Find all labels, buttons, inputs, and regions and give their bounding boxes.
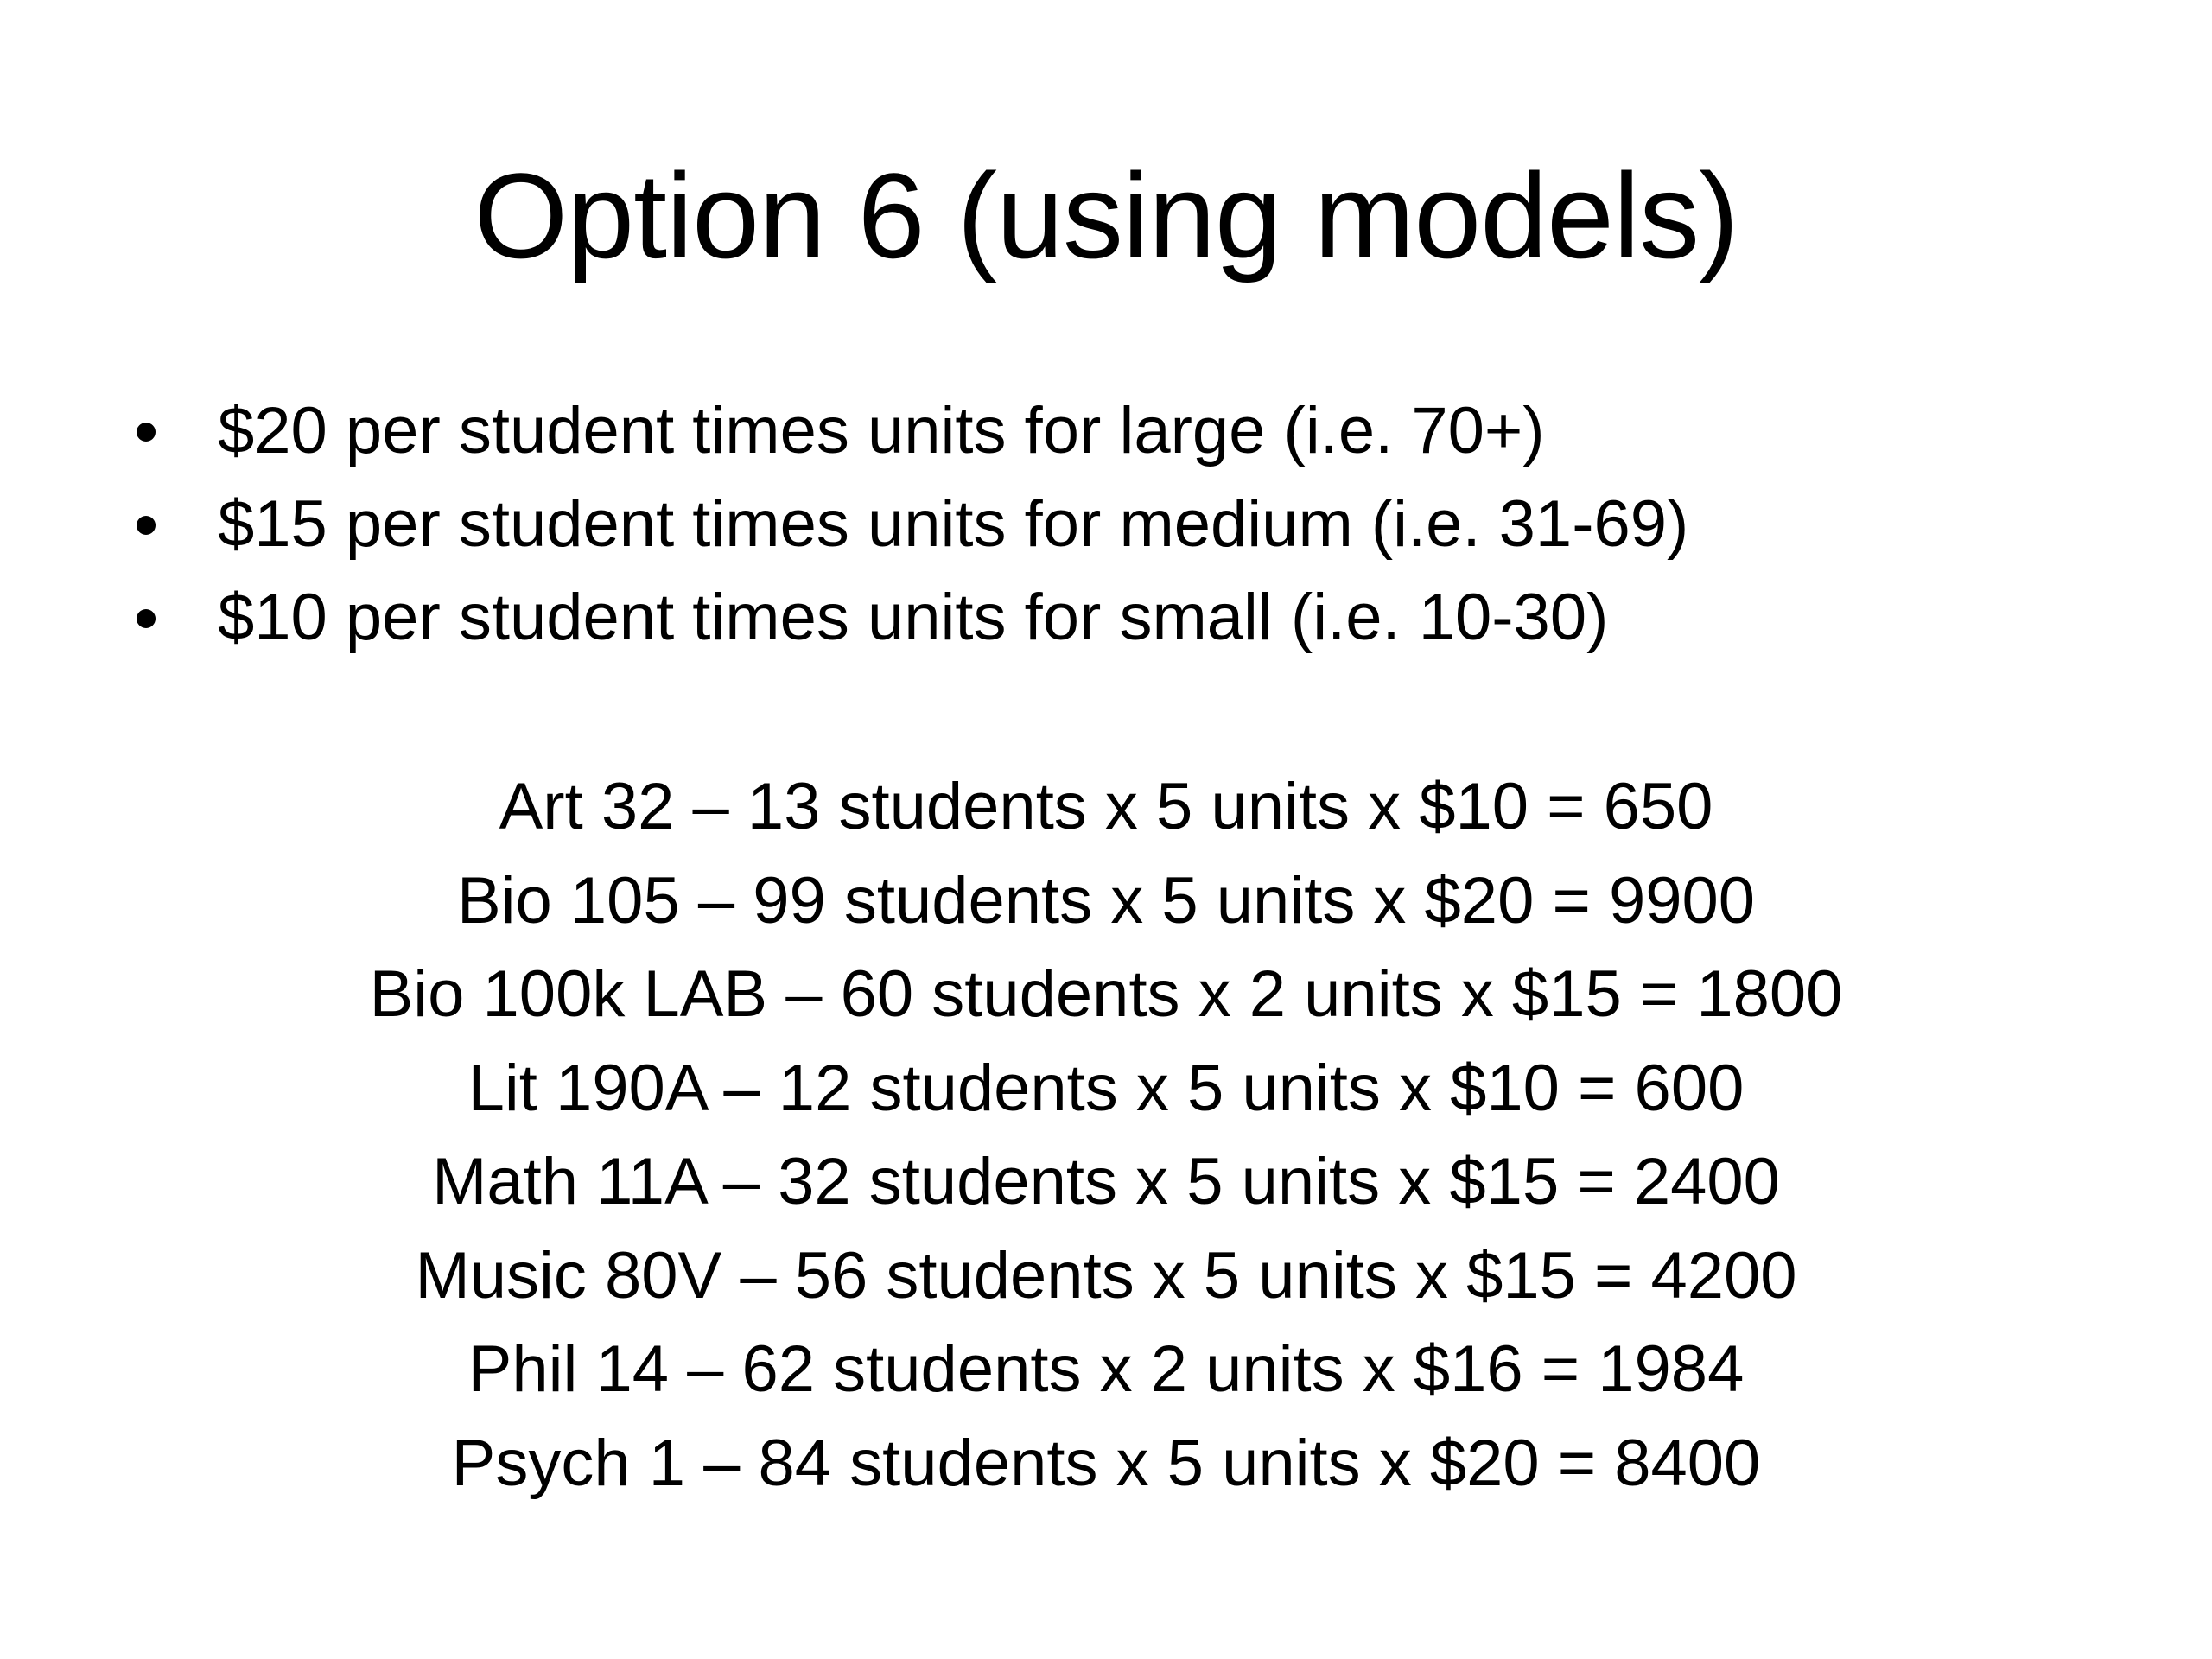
bullet-dot-icon xyxy=(137,609,156,628)
example-line: Phil 14 – 62 students x 2 units x $16 = 1984 xyxy=(467,1332,1745,1406)
example-line: Lit 190A – 12 students x 5 units x $10 = 600 xyxy=(467,1051,1745,1125)
example-line: Bio 100k LAB – 60 students x 2 units x $15 = 1800 xyxy=(369,957,1843,1031)
bullet-item xyxy=(130,385,1688,478)
bullet-dot-icon xyxy=(137,516,156,535)
bullet-list xyxy=(130,385,1688,664)
bullet-dot-icon xyxy=(137,423,156,442)
example-line: Bio 105 – 99 students x 5 units x $20 = 9900 xyxy=(456,863,1756,938)
example-line: Psych 1 – 84 students x 5 units x $20 = 8400 xyxy=(451,1426,1761,1500)
bullet-text: $10 per student times units for small (i.e. 10-30) xyxy=(218,581,1609,654)
example-calculations xyxy=(0,760,2212,1510)
example-line: Math 11A – 32 students x 5 units x $15 = 2400 xyxy=(432,1145,1780,1218)
bullet-item xyxy=(130,571,1688,664)
bullet-item xyxy=(130,478,1688,571)
slide-title: Option 6 (using models) xyxy=(474,148,1738,283)
bullet-text: $15 per student times units for medium (i.e. 31-69) xyxy=(218,487,1689,561)
example-line: Music 80V – 56 students x 5 units x $15 = 4200 xyxy=(415,1238,1797,1313)
bullet-text: $20 per student times units for large (i.e. 70+) xyxy=(218,394,1545,467)
example-line: Art 32 – 13 students x 5 units x $10 = 650 xyxy=(499,770,1713,843)
